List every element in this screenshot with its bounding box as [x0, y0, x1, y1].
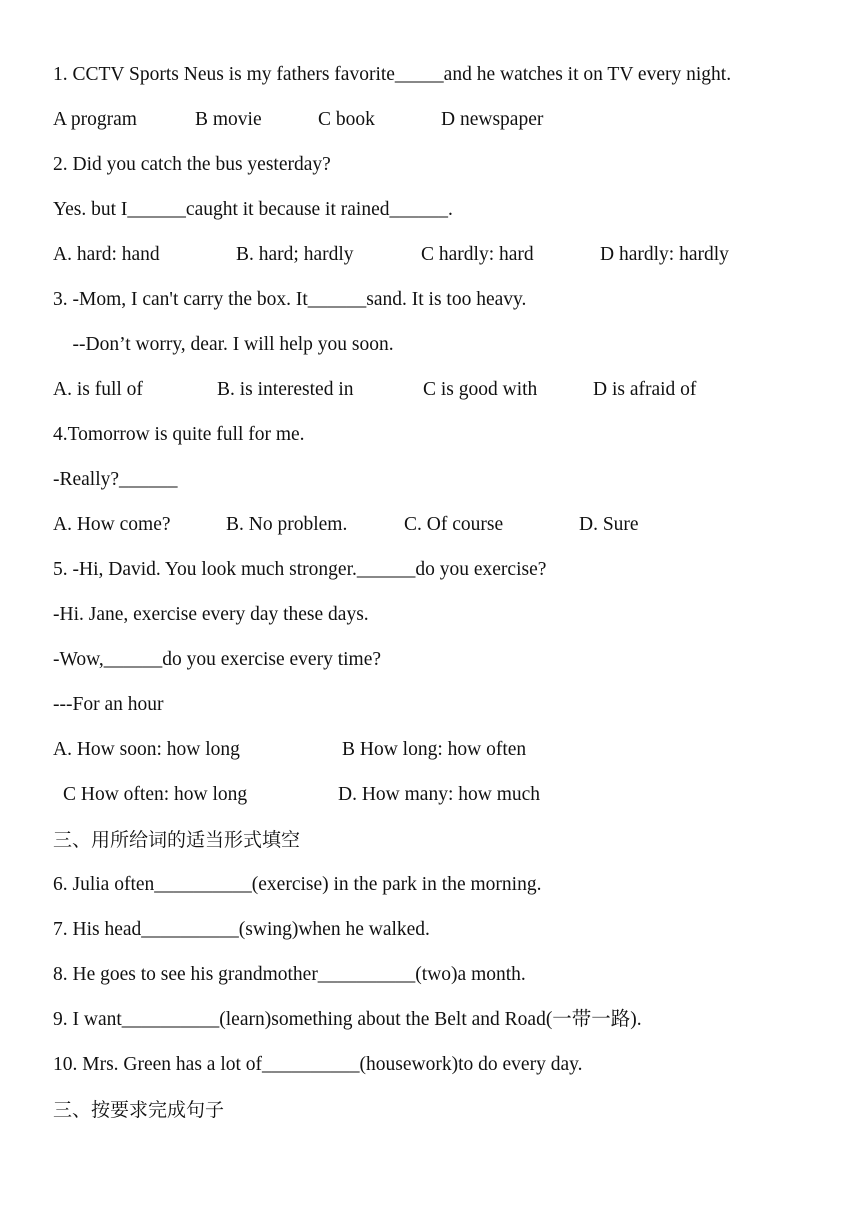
question-4-option-b: B. No problem.: [226, 514, 348, 535]
question-2-option-c: C hardly: hard: [421, 244, 534, 265]
question-4-option-c: C. Of course: [404, 514, 504, 535]
question-1-stem: 1. CCTV Sports Neus is my fathers favorite_____and he watches it on TV every night.: [53, 64, 732, 85]
question-2-option-b: B. hard; hardly: [236, 244, 354, 265]
question-5-line-3: -Wow,______do you exercise every time?: [53, 649, 382, 670]
fill-item-7: 7. His head__________(swing)when he walked.: [53, 919, 430, 940]
section-heading-word-forms: 三、用所给词的适当形式填空: [53, 829, 301, 851]
question-1-option-d: D newspaper: [441, 109, 544, 130]
question-3-option-d: D is afraid of: [593, 379, 697, 400]
question-5-option-c: C How often: how long: [63, 784, 248, 805]
question-5-option-b: B How long: how often: [342, 739, 527, 760]
fill-item-9: 9. I want__________(learn)something about the Belt and Road(一带一路).: [53, 1009, 642, 1030]
question-4-stem: 4.Tomorrow is quite full for me.: [53, 424, 305, 445]
question-3-reply: --Don’t worry, dear. I will help you soon.: [53, 334, 394, 355]
section-heading-complete-sentences: 三、按要求完成句子: [53, 1099, 225, 1121]
question-5-line-4: ---For an hour: [53, 694, 164, 715]
question-3-stem: 3. -Mom, I can't carry the box. It______sand. It is too heavy.: [53, 289, 527, 310]
question-5-option-a: A. How soon: how long: [53, 739, 240, 760]
question-1-option-c: C book: [318, 109, 375, 130]
question-2-stem: 2. Did you catch the bus yesterday?: [53, 154, 331, 175]
question-1-option-b: B movie: [195, 109, 262, 130]
question-2-reply: Yes. but I______caught it because it rained______.: [53, 199, 453, 220]
question-4-option-a: A. How come?: [53, 514, 171, 535]
question-5-option-d: D. How many: how much: [338, 784, 541, 805]
question-3-option-b: B. is interested in: [217, 379, 354, 400]
question-3-option-a: A. is full of: [53, 379, 143, 400]
fill-item-8: 8. He goes to see his grandmother__________(two)a month.: [53, 964, 526, 985]
question-4-option-d: D. Sure: [579, 514, 639, 535]
question-2-option-a: A. hard: hand: [53, 244, 160, 265]
question-2-option-d: D hardly: hardly: [600, 244, 729, 265]
question-4-reply: -Really?______: [53, 469, 178, 490]
question-1-option-a: A program: [53, 109, 137, 130]
question-3-option-c: C is good with: [423, 379, 538, 400]
fill-item-10: 10. Mrs. Green has a lot of__________(housework)to do every day.: [53, 1054, 583, 1075]
question-5-line-2: -Hi. Jane, exercise every day these days.: [53, 604, 369, 625]
question-5-stem: 5. -Hi, David. You look much stronger.______do you exercise?: [53, 559, 547, 580]
fill-item-6: 6. Julia often__________(exercise) in the park in the morning.: [53, 874, 542, 895]
